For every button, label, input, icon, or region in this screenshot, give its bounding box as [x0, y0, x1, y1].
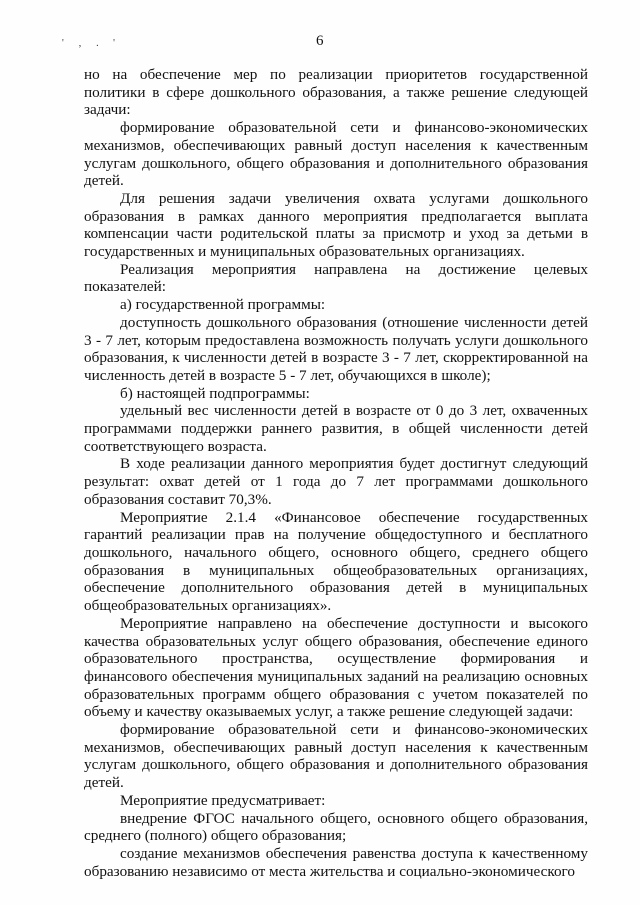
paragraph: формирование образовательной сети и финансово-экономических механизмов, обеспечивающих равный доступ населения к качественным услугам дошкольного, общего образования и дополнительного образования детей. — [84, 119, 588, 190]
page-number: 6 — [316, 33, 324, 49]
scan-marks: ' ‚ . ' — [62, 38, 121, 49]
document-body — [84, 66, 588, 880]
paragraph: удельный вес численности детей в возрасте от 0 до 3 лет, охваченных программами поддержки раннего развития, в общей численности детей соответствующего возраста. — [84, 402, 588, 455]
paragraph: формирование образовательной сети и финансово-экономических механизмов, обеспечивающих равный доступ населения к качественным услугам дошкольного, общего образования и дополнительного образования детей. — [84, 721, 588, 792]
paragraph: доступность дошкольного образования (отношение численности детей 3 - 7 лет, которым предоставлена возможность получать услуги дошкольного образования, к численности детей в возрасте 3 - 7 лет, скорректированной на численность детей в возрасте 5 - 7 лет, обучающихся в школе); — [84, 313, 588, 384]
paragraph: но на обеспечение мер по реализации приоритетов государственной политики в сфере дошкольного образования, а также решение следующей задачи: — [84, 66, 588, 119]
paragraph: Мероприятие предусматривает: — [120, 791, 326, 809]
paragraph: Мероприятие 2.1.4 «Финансовое обеспечение государственных гарантий реализации прав на получение общедоступного и бесплатного дошкольного, начального общего, основного общего, среднего общего образования в муниципальных общеобразовательных организациях, обеспечение дополнительного образования детей в муниципальных общеобразовательных организациях». — [84, 508, 588, 615]
paragraph: создание механизмов обеспечения равенства доступа к качественному образованию независимо от места жительства и социально-экономического — [84, 844, 588, 880]
paragraph: внедрение ФГОС начального общего, основного общего образования, среднего (полного) общего образования; — [84, 809, 588, 845]
paragraph: Для решения задачи увеличения охвата услугами дошкольного образования в рамках данного мероприятия предполагается выплата компенсации части родительской платы за присмотр и уход за детьми в государственных и муниципальных образовательных организациях. — [84, 189, 588, 261]
paragraph: б) настоящей подпрограммы: — [120, 384, 310, 402]
paragraph: Мероприятие направлено на обеспечение доступности и высокого качества образовательных услуг общего образования, обеспечение единого образовательного пространства, осуществление формирования и финансового обеспечения муниципальных заданий на реализацию основных образовательных программ общего образования с учетом показателей по объему и качеству оказываемых услуг, а также решение следующей задачи: — [84, 614, 588, 721]
paragraph: Реализация мероприятия направлена на достижение целевых показателей: — [84, 260, 588, 296]
paragraph: а) государственной программы: — [120, 296, 326, 314]
paragraph: В ходе реализации данного мероприятия будет достигнут следующий результат: охват детей от 1 года до 7 лет программами дошкольного образования составит 70,3%. — [84, 455, 588, 508]
